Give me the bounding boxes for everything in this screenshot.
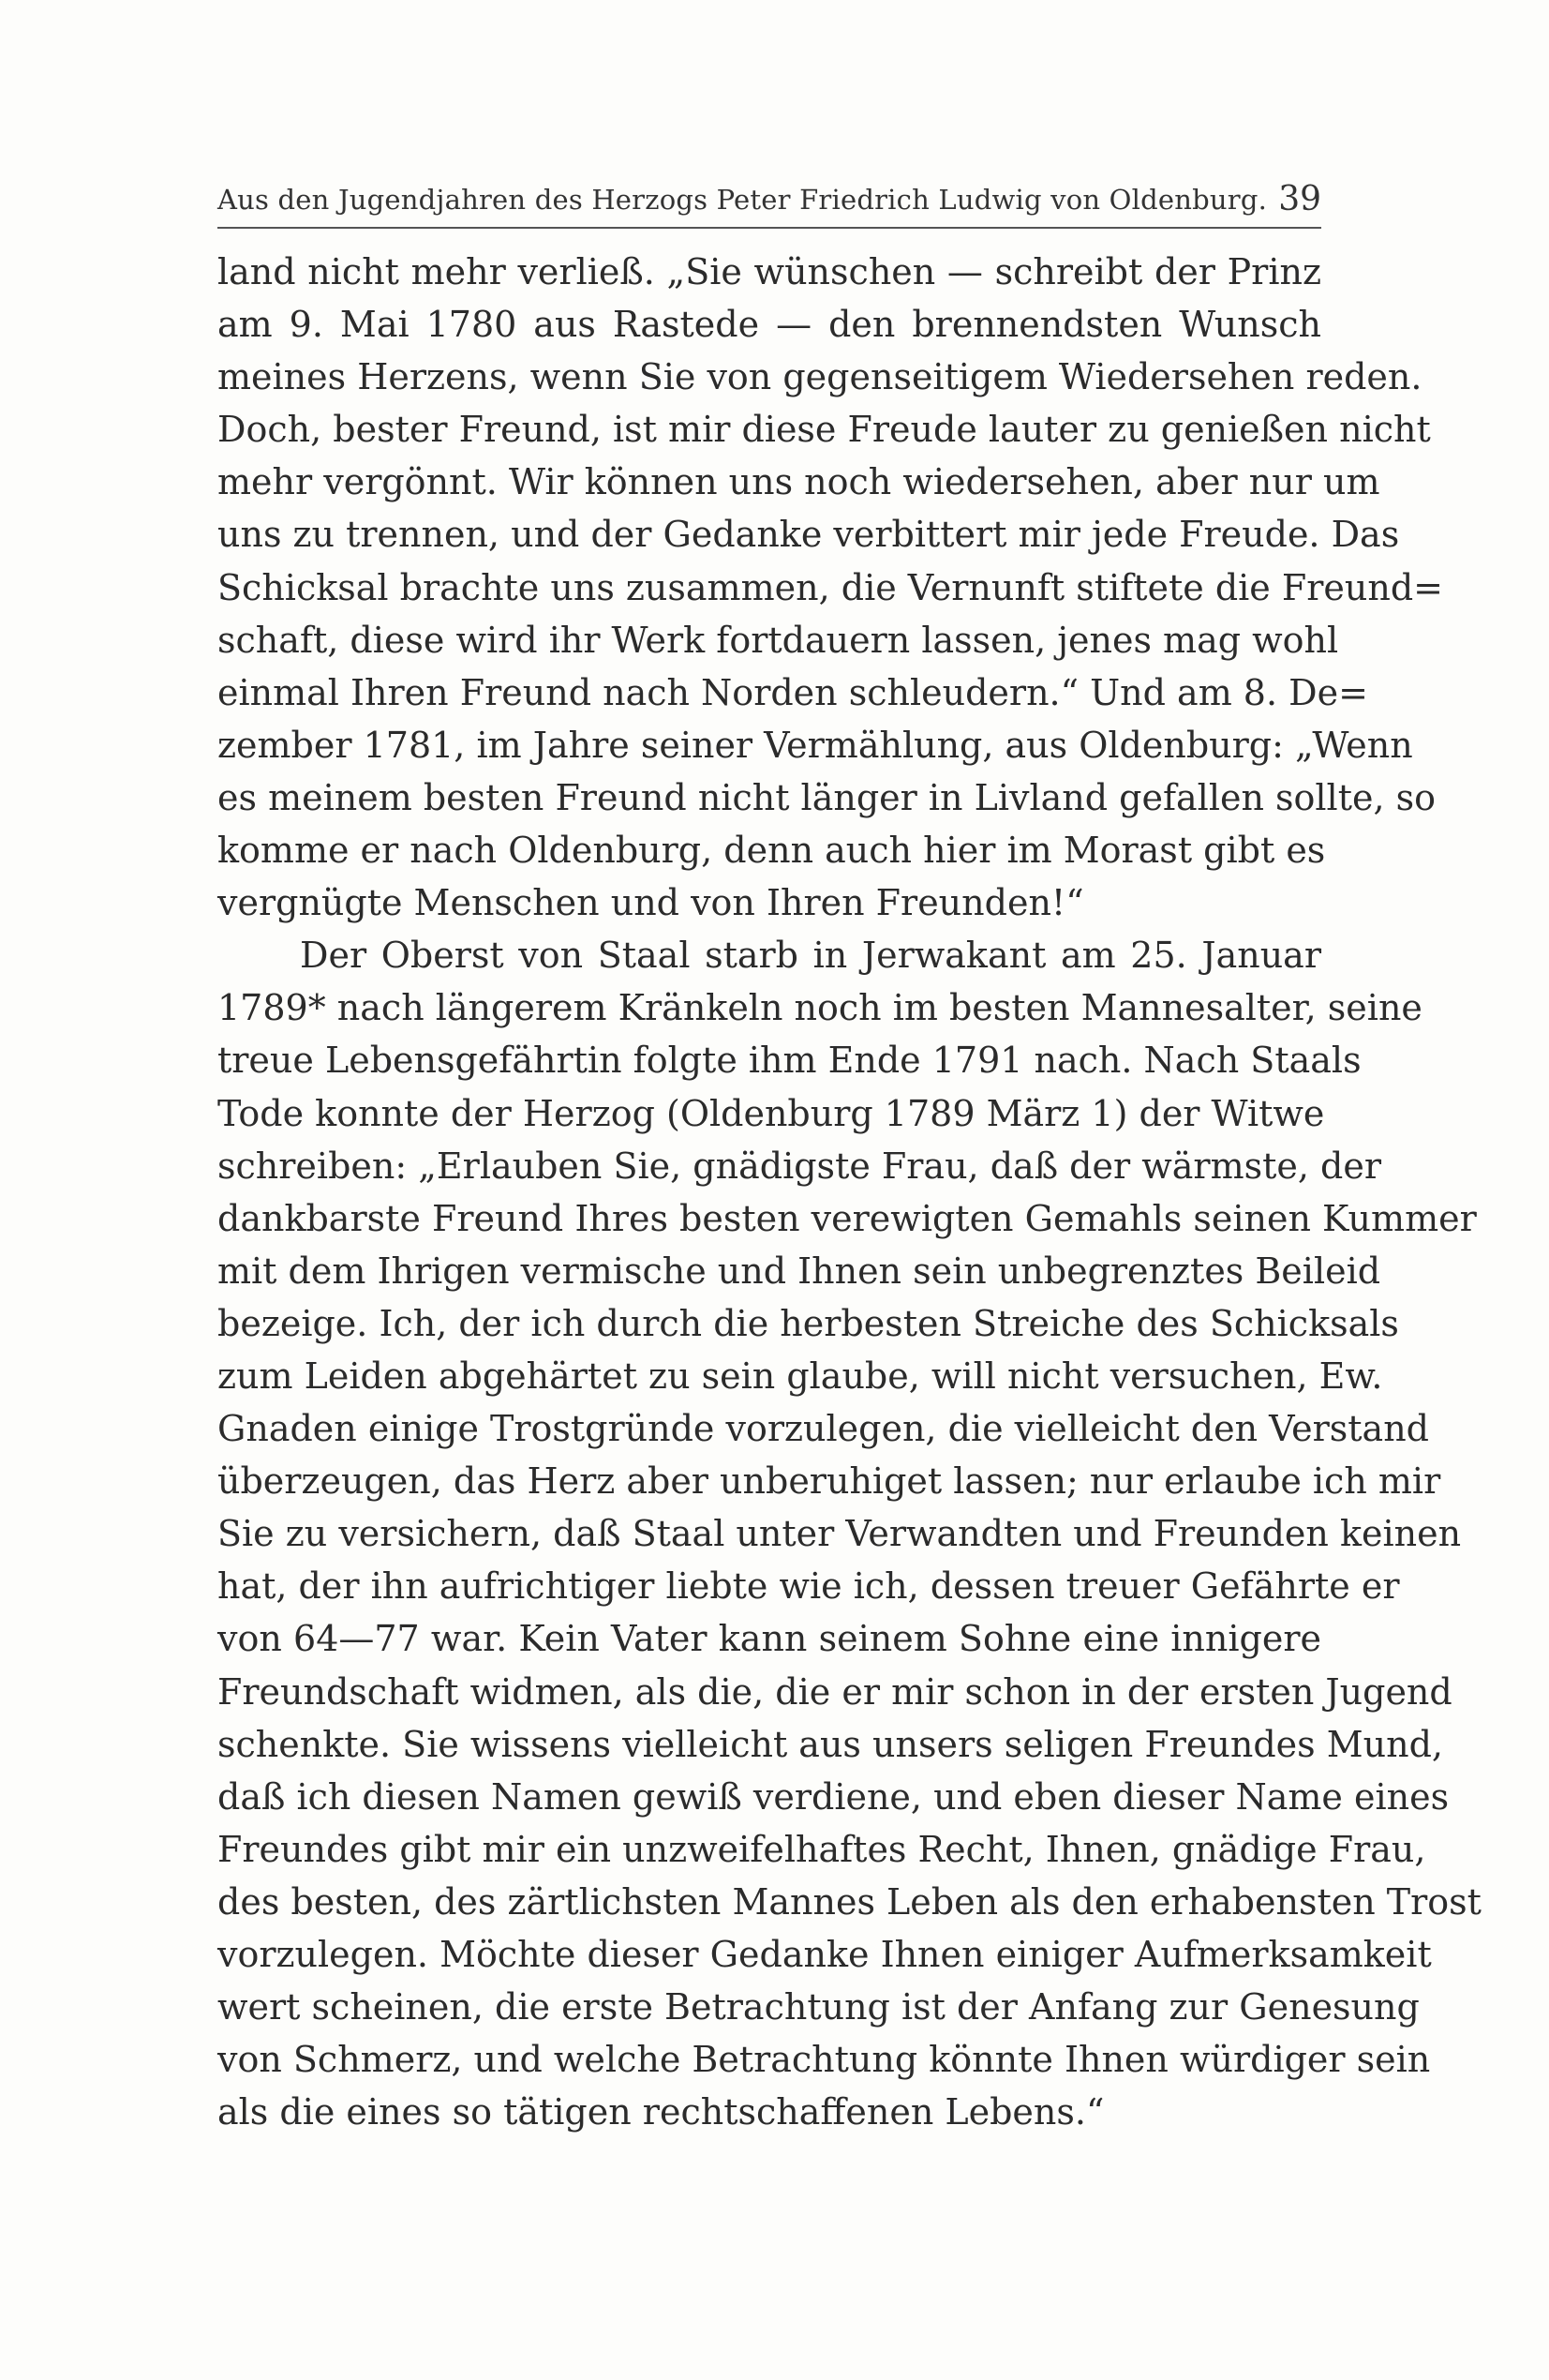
- text-line: Doch, bester Freund, ist mir diese Freude lauter zu genießen nicht: [217, 409, 1431, 451]
- text-line: Freundschaft widmen, als die, die er mir schon in der ersten Jugend: [217, 1670, 1452, 1713]
- text-line: 1789* nach längerem Kränkeln noch im besten Mannesalter, seine: [217, 987, 1422, 1029]
- text-line: schreiben: „Erlauben Sie, gnädigste Frau, daß der wärmste, der: [217, 1145, 1381, 1187]
- text-line: wert scheinen, die erste Betrachtung ist der Anfang zur Genesung: [217, 1986, 1420, 2028]
- body-text: [217, 246, 1482, 2138]
- text-line: als die eines so tätigen rechtschaffenen Lebens.“: [217, 2091, 1105, 2133]
- text-line: dankbarste Freund Ihres besten verewigten Gemahls seinen Kummer: [217, 1197, 1477, 1239]
- text-line: hat, der ihn aufrichtiger liebte wie ich, dessen treuer Gefährte er: [217, 1565, 1400, 1608]
- text-line: von Schmerz, und welche Betrachtung könnte Ihnen würdiger sein: [217, 2039, 1431, 2081]
- running-title: Aus den Jugendjahren des Herzogs Peter Friedrich Ludwig von Oldenburg.: [217, 184, 1268, 216]
- text-line: am 9. Mai 1780 aus Rastede — den brennendsten Wunsch: [217, 304, 1321, 346]
- text-line: mit dem Ihrigen vermische und Ihnen sein unbegrenztes Beileid: [217, 1250, 1381, 1292]
- text-line: Schicksal brachte uns zusammen, die Vernunft stiftete die Freund=: [217, 566, 1443, 608]
- text-line: es meinem besten Freund nicht länger in Livland gefallen sollte, so: [217, 776, 1436, 818]
- running-head: [217, 180, 1321, 229]
- text-line: Freundes gibt mir ein unzweifelhaftes Recht, Ihnen, gnädige Frau,: [217, 1828, 1426, 1870]
- text-line: land nicht mehr verließ. „Sie wünschen — schreibt der Prinz: [217, 251, 1321, 292]
- text-line: komme er nach Oldenburg, denn auch hier im Morast gibt es: [217, 830, 1326, 872]
- text-line: vergnügte Menschen und von Ihren Freunden!“: [217, 882, 1084, 924]
- text-line: daß ich diesen Namen gewiß verdiene, und eben dieser Name eines: [217, 1775, 1450, 1818]
- paragraph-first-line: Der Oberst von Staal starb in Jerwakant am 25. Januar: [300, 935, 1321, 977]
- text-line: schaft, diese wird ihr Werk fortdauern lassen, jenes mag wohl: [217, 619, 1339, 661]
- text-line: vorzulegen. Möchte dieser Gedanke Ihnen einiger Aufmerksamkeit: [217, 1934, 1432, 1975]
- text-line: einmal Ihren Freund nach Norden schleudern.“ Und am 8. De=: [217, 671, 1368, 713]
- text-line: Gnaden einige Trostgründe vorzulegen, die vielleicht den Verstand: [217, 1408, 1430, 1450]
- text-line: uns zu trennen, und der Gedanke verbittert mir jede Freude. Das: [217, 514, 1400, 556]
- text-line: schenkte. Sie wissens vielleicht aus unsers seligen Freundes Mund,: [217, 1723, 1443, 1765]
- text-line: des besten, des zärtlichsten Mannes Leben als den erhabensten Trost: [217, 1880, 1482, 1923]
- text-line: mehr vergönnt. Wir können uns noch wiedersehen, aber nur um: [217, 461, 1380, 503]
- page-number: 39: [1278, 180, 1321, 218]
- text-line: Sie zu versichern, daß Staal unter Verwandten und Freunden keinen: [217, 1513, 1462, 1555]
- text-line: zember 1781, im Jahre seiner Vermählung, aus Oldenburg: „Wenn: [217, 724, 1413, 766]
- text-line: bezeige. Ich, der ich durch die herbesten Streiche des Schicksals: [217, 1302, 1399, 1344]
- text-line: überzeugen, das Herz aber unberuhiget lassen; nur erlaube ich mir: [217, 1460, 1441, 1503]
- text-line: Tode konnte der Herzog (Oldenburg 1789 März 1) der Witwe: [217, 1092, 1325, 1134]
- text-line: meines Herzens, wenn Sie von gegenseitigem Wiedersehen reden.: [217, 356, 1422, 398]
- text-line: zum Leiden abgehärtet zu sein glaube, will nicht versuchen, Ew.: [217, 1355, 1383, 1397]
- text-line: treue Lebensgefährtin folgte ihm Ende 1791 nach. Nach Staals: [217, 1040, 1362, 1082]
- text-line: von 64—77 war. Kein Vater kann seinem Sohne eine innigere: [217, 1618, 1321, 1660]
